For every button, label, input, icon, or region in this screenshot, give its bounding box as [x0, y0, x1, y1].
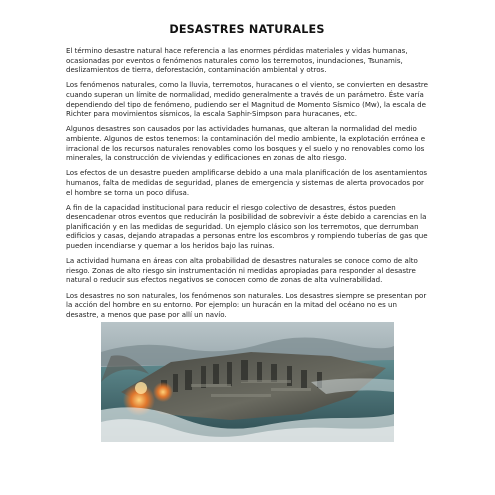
document-title: DESASTRES NATURALES	[169, 23, 325, 36]
paragraph-institutional: A fin de la capacidad institucional para reducir el riesgo colectivo de desastres, éstos pueden desencadenar otros eventos que reducirán la posibilidad de sobrevivir a éste debido a carencias en la planificación y en las medidas de seguridad. Un ejemplo clásico son los terremotos, que derrumban edificios y casas, dejando atrapadas a personas entre los escombros y rompiendo tuberías de gas que pueden incendiarse y quemar a los heridos bajo las ruinas.	[66, 202, 428, 251]
paragraph-effects: Los efectos de un desastre pueden amplificarse debido a una mala planificación de los asentamientos humanos, falta de medidas de seguridad, planes de emergencia y sistemas de alerta provocados por el hombre se torna un poco difusa.	[66, 168, 428, 197]
disaster-city-flood-illustration	[101, 322, 394, 442]
document-page	[66, 18, 428, 325]
paragraph-human-causes: Algunos desastres son causados por las actividades humanas, que alteran la normalidad del medio ambiente. Algunos de estos tenemos: la contaminación del medio ambiente, la explotación errónea e irracional de los recursos naturales renovables como los bosques y el suelo y no renovables como los minerales, la construcción de viviendas y edificaciones en zonas de alto riesgo.	[66, 124, 426, 163]
paragraph-intro: El término desastre natural hace referencia a las enormes pérdidas materiales y vidas humanas, ocasionadas por eventos o fenómenos naturales como los terremotos, inundaciones, Tsunamis, deslizamientos de tierra, deforestación, contaminación ambiental y otros.	[66, 46, 408, 75]
illustration-svg	[101, 322, 394, 442]
paragraph-high-risk: La actividad humana en áreas con alta probabilidad de desastres naturales se conoce como de alto riesgo. Zonas de alto riesgo sin instrumentación ni medidas apropiadas para responder al desastre natural o reducir sus efectos negativos se conocen como de zonas de alta vulnerabilidad.	[66, 256, 418, 285]
paragraph-conclusion: Los desastres no son naturales, los fenómenos son naturales. Los desastres siempre se presentan por la acción del hombre en su entorno. Por ejemplo: un huracán en la mitad del océano no es un desastre, a menos que pase por allí un navío.	[66, 290, 427, 319]
paragraph-phenomena: Los fenómenos naturales, como la lluvia, terremotos, huracanes o el viento, se convierten en desastre cuando superan un límite de normalidad, medido generalmente a través de un parámetro. Éste varía dependiendo del tipo de fenómeno, pudiendo ser el Magnitud de Momento Sísmico (Mw), la escala de Richter para movimientos sísmicos, la escala Saphir-Simpson para huracanes, etc.	[66, 80, 428, 119]
